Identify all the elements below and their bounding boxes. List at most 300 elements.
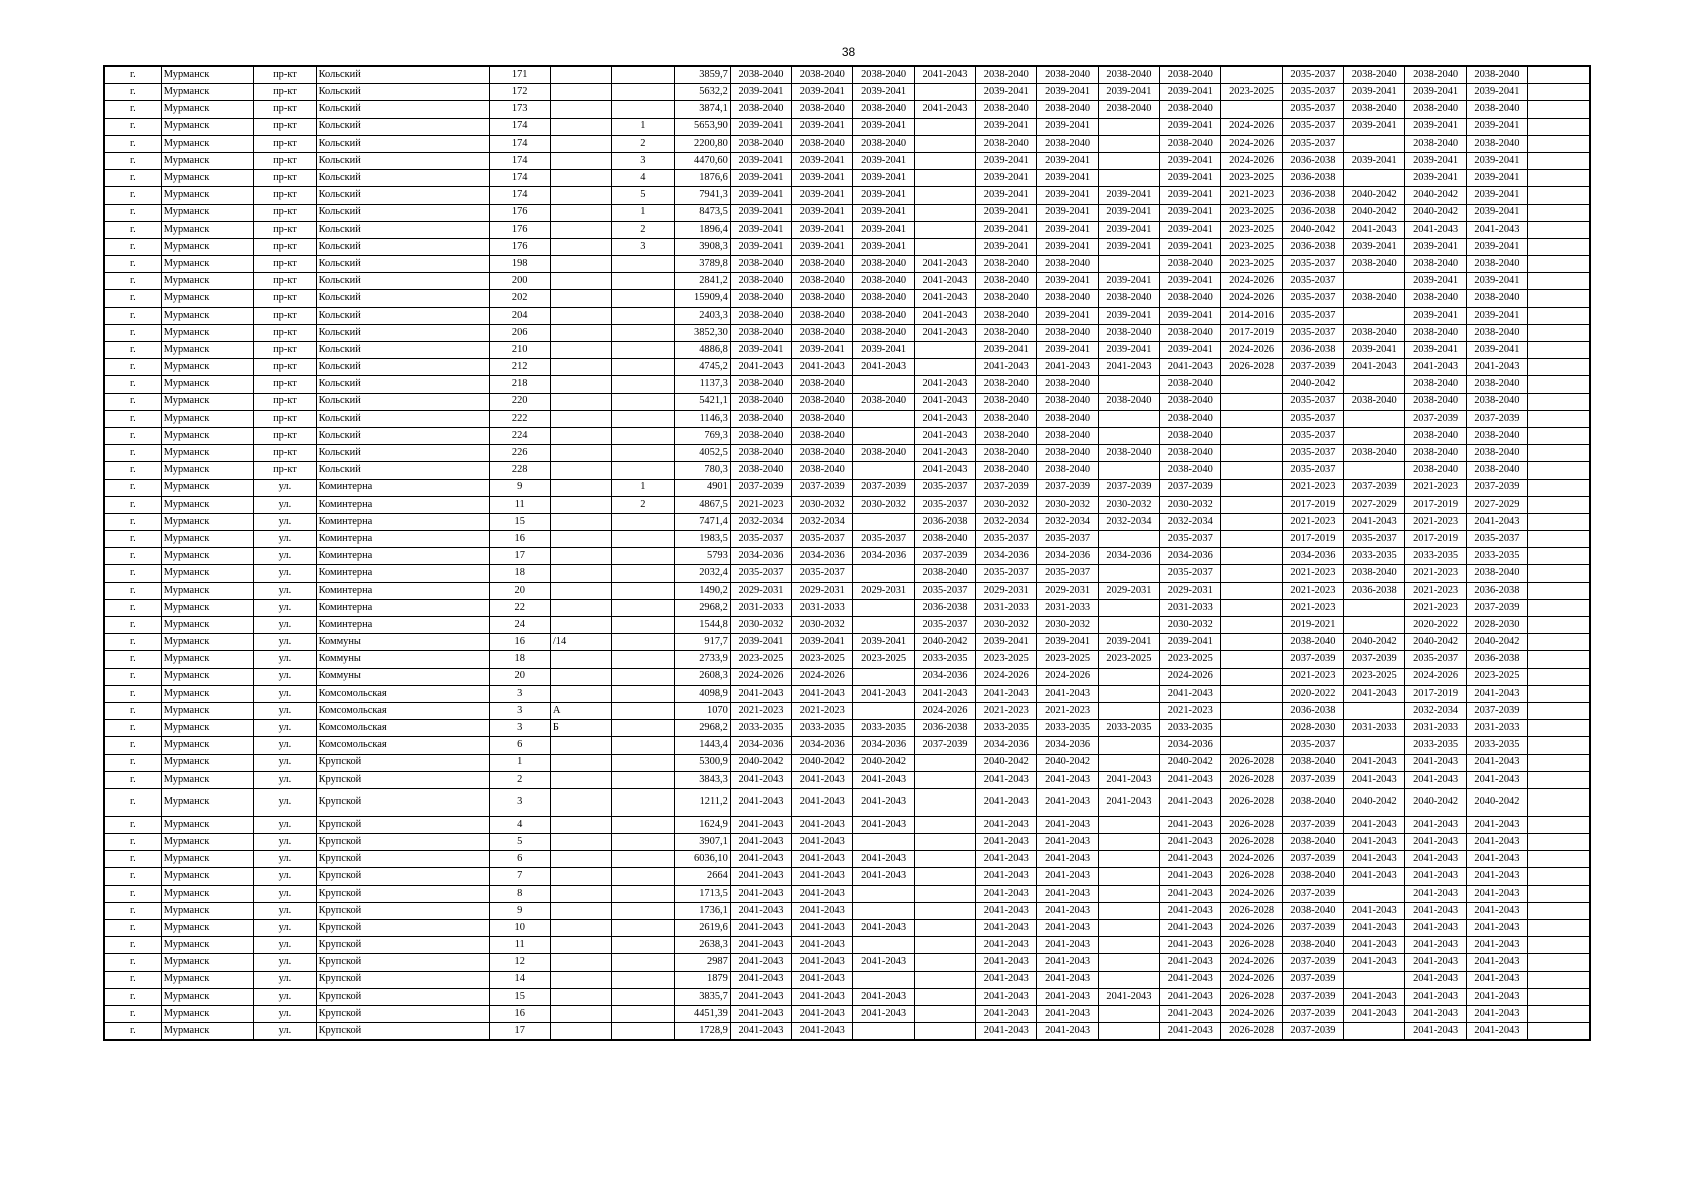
repair-period-cell: 2039-2041: [976, 187, 1037, 204]
area-cell: 1983,5: [674, 531, 730, 548]
repair-period-cell: 2035-2037: [914, 582, 975, 599]
repair-period-cell: 2041-2043: [976, 685, 1037, 702]
table-row: [104, 548, 1590, 565]
street-type-cell: пр-кт: [254, 66, 316, 84]
letter-cell: [550, 513, 611, 530]
repair-period-cell: 2039-2041: [1098, 221, 1159, 238]
repair-period-cell: 2041-2043: [1405, 851, 1466, 868]
repair-period-cell: 2041-2043: [1037, 937, 1098, 954]
building-cell: 2: [612, 221, 674, 238]
letter-cell: [550, 324, 611, 341]
repair-period-cell: 2038-2040: [853, 324, 914, 341]
repair-period-cell: 2035-2037: [1282, 307, 1343, 324]
repair-period-cell: 2038-2040: [730, 290, 791, 307]
repair-period-cell: [1098, 685, 1159, 702]
area-cell: 1624,9: [674, 816, 730, 833]
repair-period-cell: 2039-2041: [976, 634, 1037, 651]
repair-period-cell: 2036-2038: [1344, 582, 1405, 599]
repair-period-cell: 2026-2028: [1221, 868, 1282, 885]
repair-period-cell: [914, 170, 975, 187]
repair-period-cell: 2039-2041: [1160, 204, 1221, 221]
repair-period-cell: 2024-2026: [976, 668, 1037, 685]
street-name-cell: Кольский: [316, 427, 489, 444]
repair-period-cell: 2041-2043: [1037, 920, 1098, 937]
repair-period-cell: 2036-2038: [1282, 187, 1343, 204]
empty-cell: [1528, 101, 1590, 118]
repair-period-cell: 2039-2041: [1344, 84, 1405, 101]
table-row: [104, 238, 1590, 255]
repair-period-cell: 2037-2039: [914, 737, 975, 754]
house-number-cell: 3: [489, 702, 550, 719]
repair-period-cell: 2039-2041: [1466, 342, 1527, 359]
table-row: [104, 868, 1590, 885]
house-number-cell: 210: [489, 342, 550, 359]
repair-period-cell: 2038-2040: [730, 445, 791, 462]
empty-cell: [1528, 565, 1590, 582]
repair-period-cell: [1344, 599, 1405, 616]
repair-period-cell: 2041-2043: [1098, 788, 1159, 816]
city-cell: Мурманск: [161, 376, 253, 393]
repair-period-cell: [1344, 971, 1405, 988]
repair-period-cell: 2037-2039: [853, 479, 914, 496]
table-row: [104, 720, 1590, 737]
repair-period-cell: 2027-2029: [1344, 496, 1405, 513]
repair-period-cell: [1098, 462, 1159, 479]
house-number-cell: 206: [489, 324, 550, 341]
letter-cell: [550, 531, 611, 548]
repair-period-cell: 2037-2039: [914, 548, 975, 565]
street-name-cell: Крупской: [316, 788, 489, 816]
street-name-cell: Кольский: [316, 238, 489, 255]
repair-period-cell: 2039-2041: [853, 238, 914, 255]
repair-period-cell: 2041-2043: [1344, 834, 1405, 851]
street-name-cell: Комсомольская: [316, 737, 489, 754]
street-name-cell: Коммуны: [316, 668, 489, 685]
repair-period-cell: 2040-2042: [1344, 634, 1405, 651]
repair-period-cell: 2039-2041: [1405, 238, 1466, 255]
repair-period-cell: 2041-2043: [730, 359, 791, 376]
house-number-cell: 228: [489, 462, 550, 479]
street-name-cell: Кольский: [316, 307, 489, 324]
area-cell: 1876,6: [674, 170, 730, 187]
repair-period-cell: 2023-2025: [1160, 651, 1221, 668]
repair-period-cell: 2035-2037: [1282, 462, 1343, 479]
repair-period-cell: 2035-2037: [1282, 324, 1343, 341]
repair-period-cell: 2039-2041: [1344, 238, 1405, 255]
repair-period-cell: 2040-2042: [1405, 788, 1466, 816]
table-row: [104, 496, 1590, 513]
street-type-cell: пр-кт: [254, 290, 316, 307]
repair-period-cell: 2041-2043: [1466, 885, 1527, 902]
house-number-cell: 176: [489, 238, 550, 255]
repair-period-cell: 2041-2043: [730, 885, 791, 902]
repair-period-cell: [1098, 531, 1159, 548]
repair-period-cell: 2041-2043: [976, 937, 1037, 954]
house-number-cell: 202: [489, 290, 550, 307]
repair-period-cell: 2039-2041: [853, 634, 914, 651]
repair-period-cell: 2041-2043: [730, 954, 791, 971]
repair-period-cell: 2038-2040: [792, 290, 853, 307]
street-name-cell: Кольский: [316, 393, 489, 410]
empty-cell: [1528, 954, 1590, 971]
repair-period-cell: 2041-2043: [730, 788, 791, 816]
repair-period-cell: [1098, 937, 1159, 954]
repair-period-cell: 2039-2041: [1160, 273, 1221, 290]
repair-period-cell: 2038-2040: [853, 273, 914, 290]
building-cell: [612, 868, 674, 885]
repair-period-cell: 2036-2038: [1282, 238, 1343, 255]
building-cell: [612, 513, 674, 530]
repair-period-cell: 2041-2043: [792, 954, 853, 971]
city-cell: Мурманск: [161, 187, 253, 204]
repair-period-cell: 2035-2037: [1160, 531, 1221, 548]
repair-period-cell: [1098, 410, 1159, 427]
repair-period-cell: 2038-2040: [853, 101, 914, 118]
repair-period-cell: 2041-2043: [1405, 816, 1466, 833]
city-cell: Мурманск: [161, 771, 253, 788]
street-type-cell: ул.: [254, 685, 316, 702]
repair-period-cell: 2041-2043: [792, 788, 853, 816]
repair-period-cell: [1098, 152, 1159, 169]
house-number-cell: 9: [489, 902, 550, 919]
repair-period-cell: [914, 920, 975, 937]
repair-period-cell: 2039-2041: [1098, 238, 1159, 255]
empty-cell: [1528, 66, 1590, 84]
repair-period-cell: 2038-2040: [1160, 135, 1221, 152]
repair-period-cell: 2017-2019: [1405, 496, 1466, 513]
repair-period-cell: 2035-2037: [1282, 427, 1343, 444]
letter-cell: [550, 445, 611, 462]
letter-cell: [550, 651, 611, 668]
repair-period-cell: 2039-2041: [1466, 204, 1527, 221]
repair-period-cell: 2038-2040: [1037, 393, 1098, 410]
area-cell: 3789,8: [674, 256, 730, 273]
repair-period-cell: 2024-2026: [1221, 118, 1282, 135]
letter-cell: [550, 582, 611, 599]
repair-period-cell: 2041-2043: [1344, 816, 1405, 833]
house-number-cell: 18: [489, 651, 550, 668]
repair-period-cell: 2017-2019: [1405, 685, 1466, 702]
street-type-cell: ул.: [254, 513, 316, 530]
repair-period-cell: 2038-2040: [1160, 290, 1221, 307]
repair-period-cell: 2023-2025: [1037, 651, 1098, 668]
repair-period-cell: 2021-2023: [1282, 668, 1343, 685]
settlement-type-cell: г.: [104, 902, 161, 919]
repair-period-cell: 2036-2038: [1282, 152, 1343, 169]
repair-period-cell: 2019-2021: [1282, 617, 1343, 634]
repair-period-cell: 2037-2039: [1282, 988, 1343, 1005]
repair-period-cell: 2039-2041: [1160, 152, 1221, 169]
repair-period-cell: 2039-2041: [1160, 118, 1221, 135]
repair-period-cell: 2039-2041: [1160, 187, 1221, 204]
repair-period-cell: [1221, 66, 1282, 84]
repair-period-cell: 2041-2043: [914, 393, 975, 410]
repair-period-cell: 2041-2043: [1037, 816, 1098, 833]
repair-period-cell: 2041-2043: [1405, 988, 1466, 1005]
repair-period-cell: [1098, 702, 1159, 719]
letter-cell: [550, 238, 611, 255]
area-cell: 1443,4: [674, 737, 730, 754]
table-row: [104, 754, 1590, 771]
city-cell: Мурманск: [161, 885, 253, 902]
building-cell: [612, 462, 674, 479]
repair-period-cell: 2041-2043: [976, 920, 1037, 937]
letter-cell: [550, 427, 611, 444]
repair-period-cell: 2039-2041: [976, 342, 1037, 359]
city-cell: Мурманск: [161, 702, 253, 719]
repair-period-cell: 2041-2043: [976, 902, 1037, 919]
building-cell: [612, 376, 674, 393]
repair-period-cell: [853, 565, 914, 582]
city-cell: Мурманск: [161, 273, 253, 290]
repair-period-cell: 2038-2040: [1098, 445, 1159, 462]
repair-period-cell: 2039-2041: [730, 221, 791, 238]
repair-period-cell: 2035-2037: [1282, 101, 1343, 118]
repair-period-cell: 2038-2040: [1037, 427, 1098, 444]
area-cell: 2968,2: [674, 599, 730, 616]
repair-period-cell: 2034-2036: [1098, 548, 1159, 565]
repair-period-cell: [1098, 971, 1159, 988]
settlement-type-cell: г.: [104, 834, 161, 851]
empty-cell: [1528, 902, 1590, 919]
repair-period-cell: 2038-2040: [1405, 290, 1466, 307]
repair-period-cell: 2041-2043: [730, 868, 791, 885]
repair-period-cell: 2041-2043: [730, 920, 791, 937]
repair-period-cell: 2038-2040: [1098, 290, 1159, 307]
building-cell: [612, 531, 674, 548]
settlement-type-cell: г.: [104, 256, 161, 273]
house-number-cell: 15: [489, 513, 550, 530]
repair-period-cell: 2038-2040: [1282, 937, 1343, 954]
repair-period-cell: [1344, 427, 1405, 444]
repair-period-cell: 2033-2035: [1405, 548, 1466, 565]
repair-period-cell: 2041-2043: [853, 988, 914, 1005]
repair-period-cell: 2038-2040: [1037, 462, 1098, 479]
empty-cell: [1528, 187, 1590, 204]
repair-period-cell: 2038-2040: [1344, 393, 1405, 410]
repair-period-cell: 2023-2025: [853, 651, 914, 668]
repair-period-cell: 2041-2043: [976, 971, 1037, 988]
settlement-type-cell: г.: [104, 170, 161, 187]
repair-period-cell: 2041-2043: [1160, 685, 1221, 702]
repair-period-cell: 2039-2041: [730, 634, 791, 651]
repair-period-cell: 2041-2043: [976, 1005, 1037, 1022]
repair-period-cell: 2039-2041: [792, 238, 853, 255]
table-row: [104, 937, 1590, 954]
repair-period-cell: 2038-2040: [730, 376, 791, 393]
empty-cell: [1528, 834, 1590, 851]
repair-period-cell: 2038-2040: [1344, 66, 1405, 84]
street-type-cell: ул.: [254, 834, 316, 851]
settlement-type-cell: г.: [104, 187, 161, 204]
empty-cell: [1528, 1005, 1590, 1022]
building-cell: [612, 651, 674, 668]
repair-period-cell: 2038-2040: [1160, 462, 1221, 479]
table-row: [104, 101, 1590, 118]
street-name-cell: Коминтерна: [316, 565, 489, 582]
repair-period-cell: 2034-2036: [1037, 737, 1098, 754]
settlement-type-cell: г.: [104, 342, 161, 359]
repair-period-cell: 2024-2026: [1221, 342, 1282, 359]
empty-cell: [1528, 221, 1590, 238]
repair-period-cell: 2029-2031: [853, 582, 914, 599]
house-number-cell: 12: [489, 954, 550, 971]
street-type-cell: ул.: [254, 771, 316, 788]
repair-period-cell: [914, 187, 975, 204]
table-row: [104, 393, 1590, 410]
settlement-type-cell: г.: [104, 324, 161, 341]
street-name-cell: Крупской: [316, 851, 489, 868]
repair-period-cell: 2021-2023: [1405, 479, 1466, 496]
repair-period-cell: 2038-2040: [976, 290, 1037, 307]
repair-period-cell: 2041-2043: [1037, 971, 1098, 988]
street-type-cell: ул.: [254, 565, 316, 582]
repair-period-cell: 2037-2039: [1282, 1023, 1343, 1041]
building-cell: [612, 324, 674, 341]
area-cell: 4052,5: [674, 445, 730, 462]
letter-cell: [550, 135, 611, 152]
repair-period-cell: 2033-2035: [853, 720, 914, 737]
city-cell: Мурманск: [161, 1005, 253, 1022]
repair-period-cell: [853, 410, 914, 427]
repair-period-cell: 2030-2032: [1037, 617, 1098, 634]
street-name-cell: Кольский: [316, 84, 489, 101]
table-row: [104, 376, 1590, 393]
repair-period-cell: [1098, 668, 1159, 685]
repair-period-cell: 2041-2043: [976, 885, 1037, 902]
repair-period-cell: 2040-2042: [1160, 754, 1221, 771]
repair-period-cell: 2037-2039: [1282, 816, 1343, 833]
repair-period-cell: 2038-2040: [1405, 393, 1466, 410]
repair-period-cell: 2032-2034: [730, 513, 791, 530]
repair-period-cell: 2041-2043: [1466, 754, 1527, 771]
repair-period-cell: 2030-2032: [730, 617, 791, 634]
repair-period-cell: 2039-2041: [976, 238, 1037, 255]
repair-period-cell: 2031-2033: [1344, 720, 1405, 737]
repair-period-cell: 2041-2043: [1160, 868, 1221, 885]
repair-period-cell: [1221, 634, 1282, 651]
repair-period-cell: 2039-2041: [976, 152, 1037, 169]
city-cell: Мурманск: [161, 84, 253, 101]
repair-period-cell: 2039-2041: [1037, 634, 1098, 651]
street-name-cell: Крупской: [316, 988, 489, 1005]
building-cell: 4: [612, 170, 674, 187]
repair-period-cell: 2041-2043: [1344, 513, 1405, 530]
area-cell: 2032,4: [674, 565, 730, 582]
repair-period-cell: 2026-2028: [1221, 902, 1282, 919]
repair-period-cell: 2035-2037: [1282, 66, 1343, 84]
repair-period-cell: 2032-2034: [1098, 513, 1159, 530]
empty-cell: [1528, 617, 1590, 634]
city-cell: Мурманск: [161, 816, 253, 833]
repair-period-cell: 2023-2025: [1098, 651, 1159, 668]
letter-cell: [550, 393, 611, 410]
repair-period-cell: 2033-2035: [1344, 548, 1405, 565]
settlement-type-cell: г.: [104, 971, 161, 988]
repair-period-cell: 2038-2040: [1037, 290, 1098, 307]
repair-period-cell: 2038-2040: [1282, 788, 1343, 816]
empty-cell: [1528, 496, 1590, 513]
empty-cell: [1528, 737, 1590, 754]
repair-period-cell: 2023-2025: [1221, 84, 1282, 101]
table-row: [104, 988, 1590, 1005]
repair-period-cell: [1098, 954, 1159, 971]
repair-period-cell: 2033-2035: [914, 651, 975, 668]
repair-period-cell: 2037-2039: [1466, 479, 1527, 496]
repair-period-cell: [853, 376, 914, 393]
repair-period-cell: 2034-2036: [730, 548, 791, 565]
repair-period-cell: 2039-2041: [1405, 84, 1466, 101]
table-row: [104, 324, 1590, 341]
street-name-cell: Крупской: [316, 937, 489, 954]
city-cell: Мурманск: [161, 66, 253, 84]
building-cell: 5: [612, 187, 674, 204]
house-number-cell: 11: [489, 937, 550, 954]
street-type-cell: ул.: [254, 496, 316, 513]
repair-period-cell: 2041-2043: [1160, 851, 1221, 868]
building-cell: [612, 954, 674, 971]
repair-period-cell: 2038-2040: [730, 101, 791, 118]
repair-period-cell: 2041-2043: [914, 307, 975, 324]
repair-period-cell: 2039-2041: [730, 342, 791, 359]
repair-period-cell: 2039-2041: [792, 342, 853, 359]
letter-cell: [550, 273, 611, 290]
street-name-cell: Крупской: [316, 868, 489, 885]
repair-period-cell: 2038-2040: [853, 135, 914, 152]
repair-period-cell: 2017-2019: [1221, 324, 1282, 341]
street-type-cell: ул.: [254, 737, 316, 754]
repair-period-cell: [1344, 135, 1405, 152]
street-type-cell: пр-кт: [254, 221, 316, 238]
city-cell: Мурманск: [161, 393, 253, 410]
house-number-cell: 8: [489, 885, 550, 902]
repair-period-cell: 2031-2033: [1405, 720, 1466, 737]
building-cell: [612, 1023, 674, 1041]
repair-period-cell: 2040-2042: [1466, 788, 1527, 816]
repair-period-cell: 2034-2036: [1160, 737, 1221, 754]
repair-period-cell: [1098, 1023, 1159, 1041]
house-number-cell: 226: [489, 445, 550, 462]
empty-cell: [1528, 324, 1590, 341]
repair-period-cell: [1344, 617, 1405, 634]
repair-period-cell: 2038-2040: [976, 393, 1037, 410]
repair-period-cell: [853, 834, 914, 851]
city-cell: Мурманск: [161, 920, 253, 937]
building-cell: [612, 617, 674, 634]
repair-period-cell: 2041-2043: [1466, 513, 1527, 530]
repair-period-cell: 2030-2032: [853, 496, 914, 513]
repair-period-cell: 2041-2043: [976, 788, 1037, 816]
repair-period-cell: 2038-2040: [730, 273, 791, 290]
letter-cell: [550, 118, 611, 135]
city-cell: Мурманск: [161, 531, 253, 548]
repair-period-cell: 2040-2042: [1405, 634, 1466, 651]
city-cell: Мурманск: [161, 599, 253, 616]
repair-period-cell: 2035-2037: [730, 531, 791, 548]
repair-period-cell: 2041-2043: [1405, 834, 1466, 851]
repair-period-cell: 2030-2032: [1160, 496, 1221, 513]
repair-period-cell: 2023-2025: [730, 651, 791, 668]
settlement-type-cell: г.: [104, 496, 161, 513]
repair-period-cell: [914, 1023, 975, 1041]
repair-period-cell: 2024-2026: [1221, 920, 1282, 937]
repair-period-cell: 2038-2040: [853, 66, 914, 84]
letter-cell: [550, 885, 611, 902]
repair-period-cell: 2041-2043: [1405, 868, 1466, 885]
repair-period-cell: 2038-2040: [1466, 324, 1527, 341]
repair-period-cell: 2041-2043: [976, 771, 1037, 788]
building-cell: [612, 702, 674, 719]
